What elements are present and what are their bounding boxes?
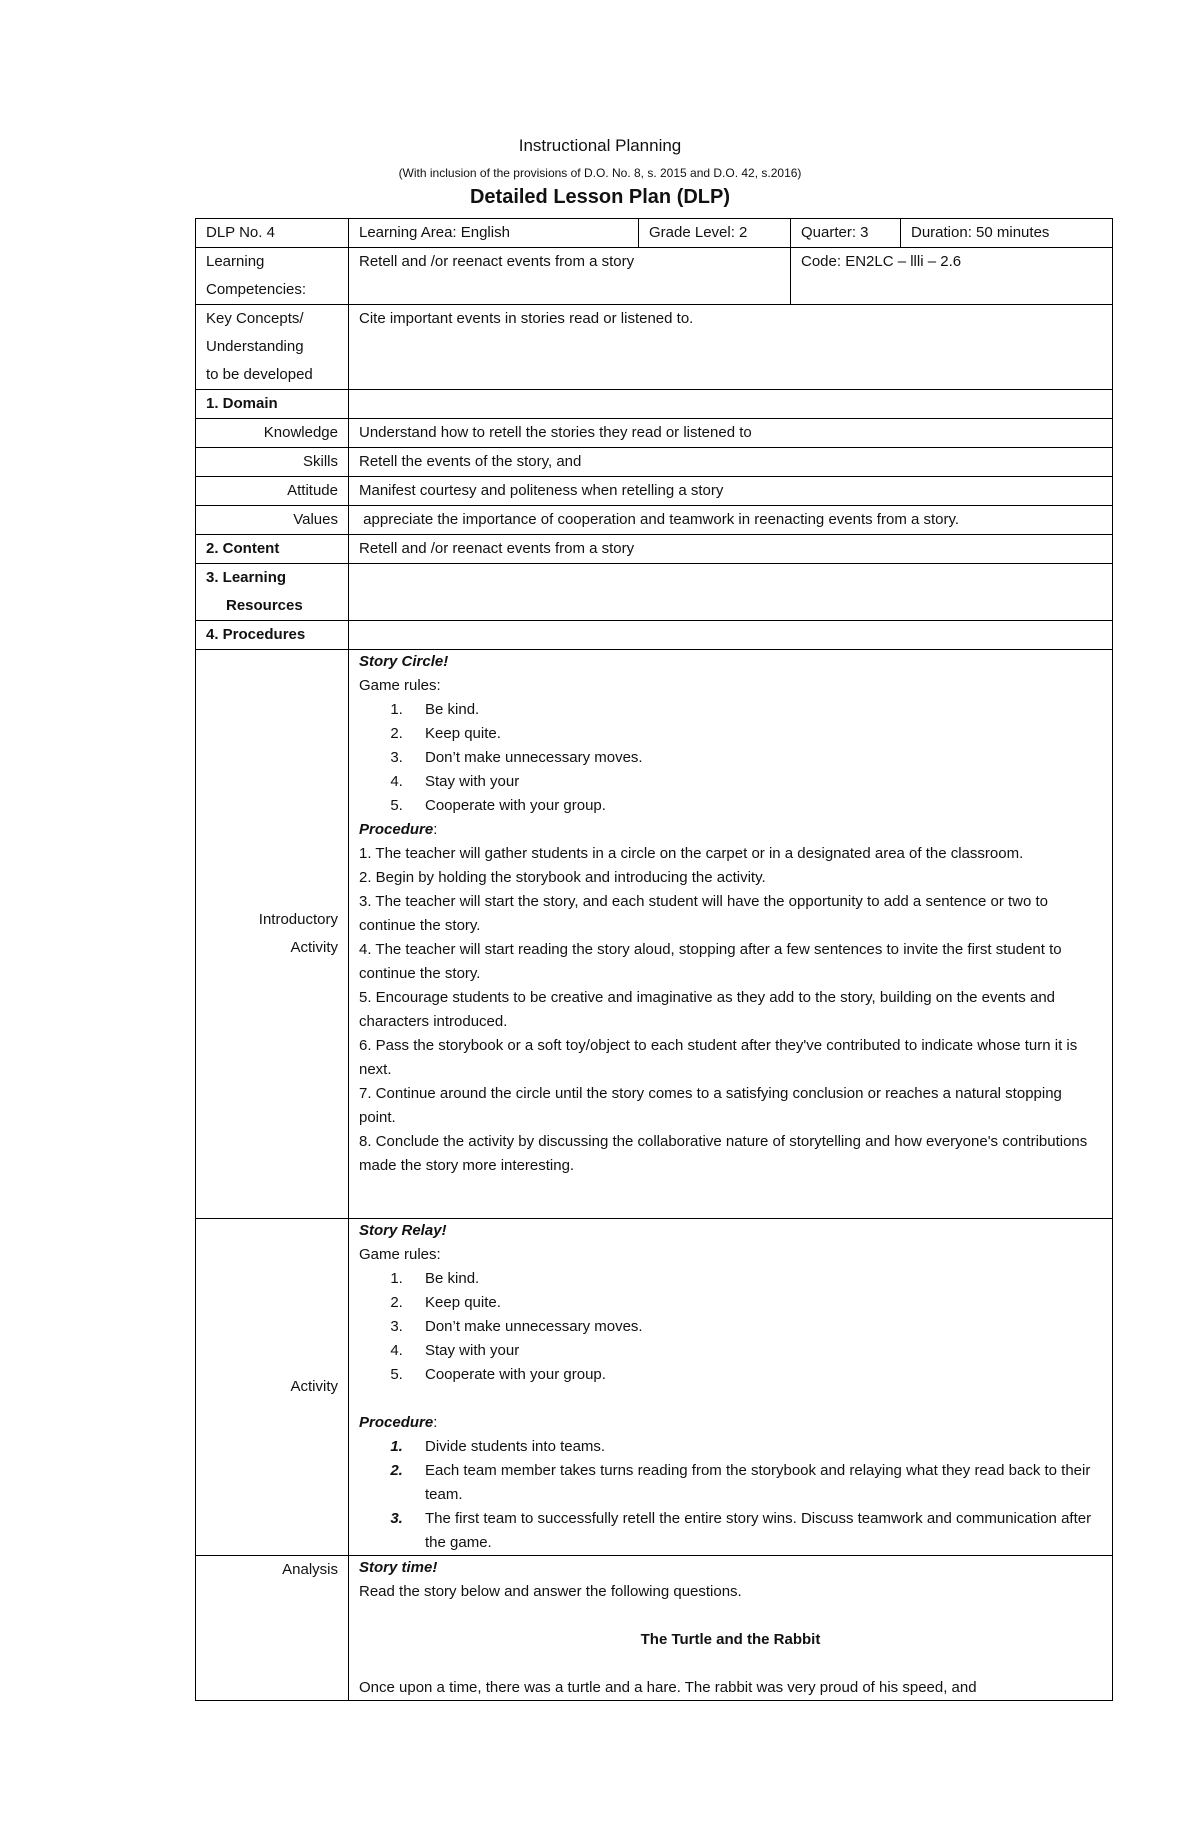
lesson-plan-table [195, 218, 1113, 1701]
resources-label-line: 3. Learning [206, 569, 287, 586]
table-row [196, 390, 1113, 419]
introductory-label-line: Introductory [258, 911, 338, 928]
competencies-label-line: Competencies: [206, 281, 307, 298]
story-relay-title: Story Relay! [359, 1222, 447, 1239]
competency-code-cell: Code: EN2LC – llli – 2.6 [791, 248, 1113, 305]
introductory-label-line: Activity [290, 939, 338, 956]
table-row [196, 477, 1113, 506]
quarter-cell: Quarter: 3 [791, 219, 901, 248]
list-item: 1. Be kind. [407, 1267, 1102, 1291]
procedures-label-cell: 4. Procedures [196, 621, 349, 650]
table-row [196, 650, 1113, 1219]
procedure-label: Procedure [359, 821, 434, 838]
story-time-title: Story time! [359, 1559, 438, 1576]
list-item: 3. The first team to successfully retell the entire story wins. Discuss teamwork and communication after the game. [407, 1507, 1102, 1555]
table-row [196, 219, 1113, 248]
grade-level-cell: Grade Level: 2 [639, 219, 791, 248]
resources-empty-cell [349, 564, 1113, 621]
analysis-content-cell [349, 1556, 1113, 1701]
competencies-label-cell [196, 248, 349, 305]
domain-empty-cell [349, 390, 1113, 419]
procedure-label: Procedure [359, 1414, 434, 1431]
skills-label-cell: Skills [196, 448, 349, 477]
game-rules-list [359, 698, 1102, 818]
key-concepts-label-line: Key Concepts/ [206, 310, 304, 327]
values-label-cell: Values [196, 506, 349, 535]
domain-label-cell: 1. Domain [196, 390, 349, 419]
table-row [196, 248, 1113, 305]
table-row [196, 506, 1113, 535]
duration-cell: Duration: 50 minutes [901, 219, 1113, 248]
procedure-step: 8. Conclude the activity by discussing the collaborative nature of storytelling and how everyone's contributions made the story more interesting. [359, 1133, 1088, 1174]
key-concepts-label-line: to be developed [206, 366, 313, 383]
procedure-colon: : [433, 1414, 438, 1431]
resources-label-cell [196, 564, 349, 621]
resources-label-line: Resources [226, 597, 303, 614]
knowledge-label-cell: Knowledge [196, 419, 349, 448]
story-title: The Turtle and the Rabbit [640, 1631, 821, 1648]
procedure-step: 6. Pass the storybook or a soft toy/object to each student after they've contributed to indicate whose turn it is next. [359, 1037, 1078, 1078]
key-concepts-label-line: Understanding [206, 338, 304, 355]
procedure-step: 3. The teacher will start the story, and each student will have the opportunity to add a sentence or two to continue the story. [359, 893, 1049, 934]
list-item: 4. Stay with your [407, 770, 1102, 794]
attitude-label-cell: Attitude [196, 477, 349, 506]
spacer [359, 1652, 1102, 1676]
table-row [196, 621, 1113, 650]
list-item: 5. Cooperate with your group. [407, 794, 1102, 818]
introductory-content-cell [349, 650, 1113, 1219]
procedure-step: 4. The teacher will start reading the story aloud, stopping after a few sentences to invite the first student to continue the story. [359, 941, 1062, 982]
values-value-cell: appreciate the importance of cooperation and teamwork in reenacting events from a story. [349, 506, 1113, 535]
learning-area-cell: Learning Area: English [349, 219, 639, 248]
list-item: 2. Keep quite. [407, 1291, 1102, 1315]
list-item: 5. Cooperate with your group. [407, 1363, 1102, 1387]
table-row [196, 535, 1113, 564]
procedure-step: 5. Encourage students to be creative and imaginative as they add to the story, building on the events and characters introduced. [359, 989, 1056, 1030]
game-rules-label: Game rules: [359, 1246, 441, 1263]
relay-procedure-list [359, 1435, 1102, 1555]
instructional-planning-heading: Instructional Planning [518, 136, 682, 155]
skills-value-cell: Retell the events of the story, and [349, 448, 1113, 477]
attitude-value-cell: Manifest courtesy and politeness when retelling a story [349, 477, 1113, 506]
procedure-step: 1. The teacher will gather students in a circle on the carpet or in a designated area of the classroom. [359, 845, 1024, 862]
procedure-colon: : [433, 821, 438, 838]
key-concepts-label-cell [196, 305, 349, 390]
knowledge-value-cell: Understand how to retell the stories they read or listened to [349, 419, 1113, 448]
list-item: 2. Each team member takes turns reading from the storybook and relaying what they read back to their team. [407, 1459, 1102, 1507]
game-rules-list [359, 1267, 1102, 1387]
list-item: 1. Divide students into teams. [407, 1435, 1102, 1459]
dlp-main-title: Detailed Lesson Plan (DLP) [469, 186, 731, 208]
dlp-number-cell: DLP No. 4 [196, 219, 349, 248]
spacer [359, 1387, 1102, 1411]
table-row [196, 1219, 1113, 1556]
table-row [196, 419, 1113, 448]
competencies-label-line: Learning [206, 253, 265, 270]
competencies-value-cell: Retell and /or reenact events from a story [349, 248, 791, 305]
provisions-subheading: (With inclusion of the provisions of D.O. No. 8, s. 2015 and D.O. 42, s.2016) [398, 166, 802, 180]
game-rules-label: Game rules: [359, 677, 441, 694]
key-concepts-value-cell: Cite important events in stories read or listened to. [349, 305, 1113, 390]
activity-label-cell: Activity [196, 1219, 349, 1556]
table-row [196, 564, 1113, 621]
procedure-step: 7. Continue around the circle until the story comes to a satisfying conclusion or reaches a natural stopping point. [359, 1085, 1062, 1126]
story-text: Once upon a time, there was a turtle and a hare. The rabbit was very proud of his speed, and [359, 1679, 977, 1696]
table-row [196, 305, 1113, 390]
list-item: 4. Stay with your [407, 1339, 1102, 1363]
story-circle-title: Story Circle! [359, 653, 449, 670]
procedures-empty-cell [349, 621, 1113, 650]
table-row [196, 448, 1113, 477]
list-item: 3. Don’t make unnecessary moves. [407, 1315, 1102, 1339]
list-item: 1. Be kind. [407, 698, 1102, 722]
content-label-cell: 2. Content [196, 535, 349, 564]
list-item: 2. Keep quite. [407, 722, 1102, 746]
procedure-step: 2. Begin by holding the storybook and introducing the activity. [359, 869, 766, 886]
content-value-cell: Retell and /or reenact events from a story [349, 535, 1113, 564]
activity-content-cell [349, 1219, 1113, 1556]
procedure-heading [359, 1411, 1102, 1435]
list-item: 3. Don’t make unnecessary moves. [407, 746, 1102, 770]
procedure-heading [359, 818, 1102, 842]
analysis-instruction: Read the story below and answer the following questions. [359, 1583, 742, 1600]
spacer [359, 1604, 1102, 1628]
introductory-label-cell [196, 650, 349, 1219]
table-row [196, 1556, 1113, 1701]
analysis-label-cell: Analysis [196, 1556, 349, 1701]
